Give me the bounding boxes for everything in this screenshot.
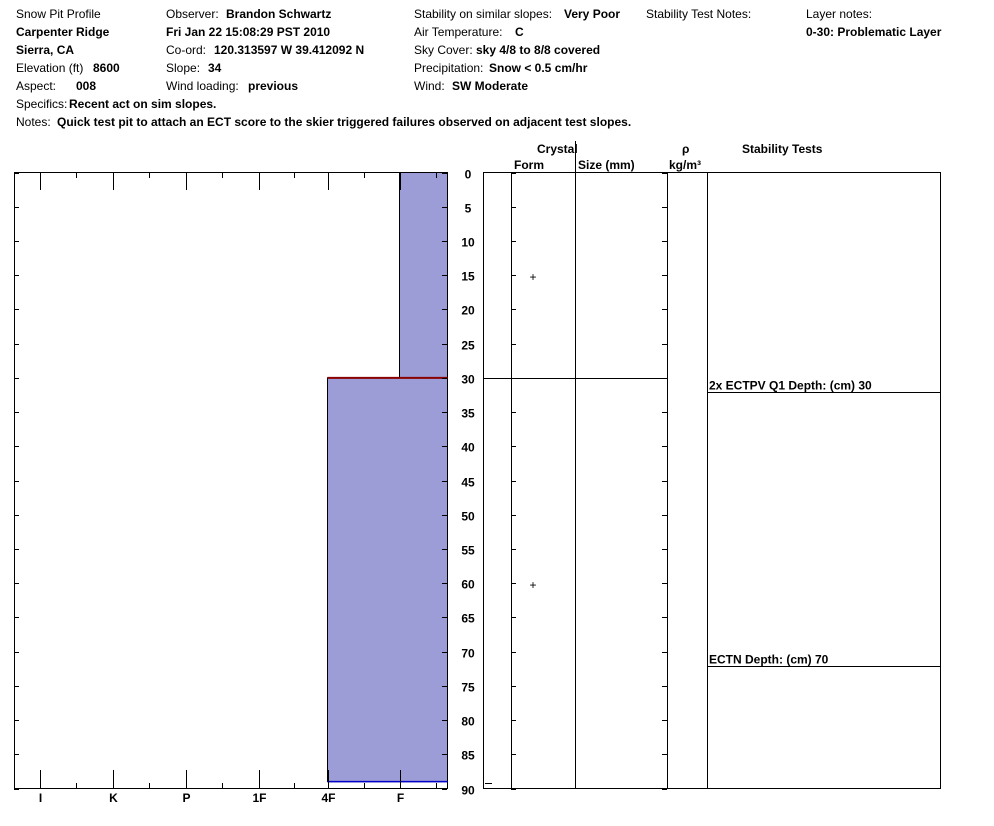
coord-label: Co-ord: [166, 43, 207, 57]
hardness-tick-label: 4F [321, 791, 336, 805]
stability-test-label: ECTN Depth: (cm) 70 [709, 652, 829, 667]
hardness-layer-0 [400, 173, 448, 378]
density-unit-header: kg/m³ [669, 158, 702, 172]
notes-label: Notes: [16, 115, 51, 129]
depth-tick-label: 65 [461, 611, 475, 626]
page-title: Snow Pit Profile [16, 7, 101, 21]
depth-tick-label: 20 [461, 303, 475, 318]
location: Carpenter Ridge [16, 25, 110, 39]
observer-label: Observer: [166, 7, 219, 21]
notes-value: Quick test pit to attach an ECT score to the skier triggered failures observed on adjacent test slopes. [57, 115, 632, 129]
precip-value: Snow < 0.5 cm/hr [489, 61, 588, 75]
depth-tick-label: 85 [461, 748, 475, 763]
depth-tick-label: 15 [461, 269, 475, 284]
slope-value: 34 [208, 61, 222, 75]
aspect-label: Aspect: [16, 79, 57, 93]
wind-loading-label: Wind loading: [166, 79, 239, 93]
depth-tick-label: 25 [461, 338, 475, 353]
depth-tick-label: 10 [461, 235, 475, 250]
stability-tests-header: Stability Tests [742, 142, 823, 156]
depth-tick-label: 90 [461, 783, 475, 798]
hardness-tick-label: F [396, 791, 405, 805]
stability-value: Very Poor [564, 7, 621, 21]
depth-tick-label: 80 [461, 714, 475, 729]
depth-tick-label: 45 [461, 475, 475, 490]
specifics-label: Specifics: [16, 97, 68, 111]
depth-tick-label: 0 [464, 167, 472, 182]
aspect-value: 008 [76, 79, 97, 93]
crystal-form-symbol: + [529, 270, 537, 285]
form-header: Form [514, 158, 544, 172]
hardness-layer-1 [328, 378, 448, 782]
hardness-tick-label: I [38, 791, 43, 805]
depth-tick-label: 5 [464, 201, 472, 216]
size-header: Size (mm) [578, 158, 635, 172]
air-temp-label: Air Temperature: [414, 25, 503, 39]
depth-tick-label: 55 [461, 543, 475, 558]
depth-tick-label: 30 [461, 372, 475, 387]
depth-tick-label: 70 [461, 646, 475, 661]
layer-notes-label: Layer notes: [806, 7, 873, 21]
region: Sierra, CA [16, 43, 75, 57]
stability-notes-label: Stability Test Notes: [646, 7, 752, 21]
coord-value: 120.313597 W 39.412092 N [214, 43, 365, 57]
data-table-frame [484, 173, 941, 789]
wind-label: Wind: [414, 79, 445, 93]
layer-notes-value: 0-30: Problematic Layer [806, 25, 942, 39]
hardness-tick-label: K [109, 791, 118, 805]
crystal-header: Crystal [537, 142, 578, 156]
datetime: Fri Jan 22 15:08:29 PST 2010 [166, 25, 331, 39]
rho-header: ρ [682, 142, 690, 156]
depth-tick-label: 40 [461, 440, 475, 455]
hardness-tick-label: P [182, 791, 191, 805]
stability-test-label: 2x ECTPV Q1 Depth: (cm) 30 [709, 378, 872, 393]
precip-label: Precipitation: [414, 61, 484, 75]
depth-tick-label: 75 [461, 680, 475, 695]
stability-label: Stability on similar slopes: [414, 7, 553, 21]
slope-label: Slope: [166, 61, 201, 75]
sky-value: sky 4/8 to 8/8 covered [476, 43, 601, 57]
hardness-tick-label: 1F [252, 791, 267, 805]
wind-loading-value: previous [248, 79, 299, 93]
wind-value: SW Moderate [452, 79, 529, 93]
specifics-value: Recent act on sim slopes. [69, 97, 217, 111]
depth-tick-label: 60 [461, 577, 475, 592]
sky-label: Sky Cover: [414, 43, 473, 57]
crystal-form-symbol: + [529, 578, 537, 593]
observer-value: Brandon Schwartz [226, 7, 332, 21]
elevation-label: Elevation (ft) [16, 61, 84, 75]
elevation-value: 8600 [93, 61, 120, 75]
depth-tick-label: 35 [461, 406, 475, 421]
air-temp-value: C [515, 25, 524, 39]
depth-tick-label: 50 [461, 509, 475, 524]
